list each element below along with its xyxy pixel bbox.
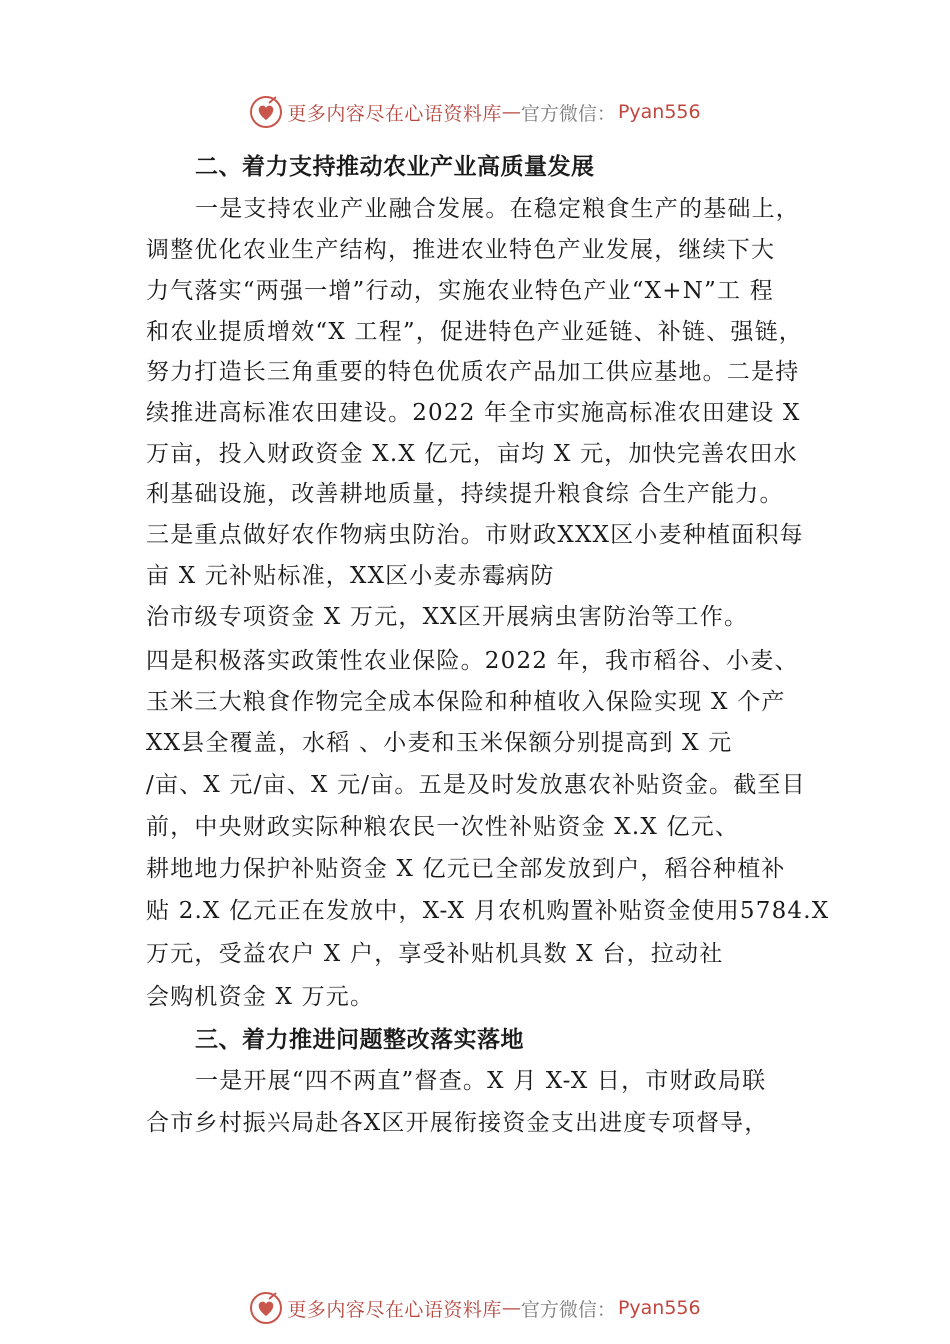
watermark-brand: 更多内容尽在心语资料库 <box>287 102 502 125</box>
paragraph-line: 耕地地力保护补贴资金 X 亿元已全部发放到户，稻谷种植补 <box>146 856 786 882</box>
paragraph-line: 万亩，投入财政资金 X.X 亿元，亩均 X 元，加快完善农田水 <box>146 441 798 467</box>
paragraph-line: 会购机资金 X 万元。 <box>146 984 375 1010</box>
watermark-dash: — <box>501 101 521 123</box>
paragraph-line: 和农业提质增效“X 工程”，促进特色产业延链、补链、强链， <box>146 319 804 345</box>
paragraph-line: XX县全覆盖，水稻 、小麦和玉米保额分别提高到 X 元 <box>146 730 733 756</box>
section-heading-2: 二、着力支持推动农业产业高质量发展 <box>195 154 595 180</box>
paragraph-line: 利基础设施，改善耕地质量，持续提升粮食综 合生产能力。 <box>146 481 784 507</box>
paragraph-line: 三是重点做好农作物病虫防治。市财政XXX区小麦种植面积每 <box>146 522 804 548</box>
paragraph-line: /亩、X 元/亩、X 元/亩。五是及时发放惠农补贴资金。截至目 <box>146 772 806 798</box>
paragraph-line: 四是积极落实政策性农业保险。2022 年，我市稻谷、小麦、 <box>146 648 799 674</box>
paragraph-line: 合市乡村振兴局赴各X区开展衔接资金支出进度专项督导， <box>146 1110 769 1136</box>
heart-logo-icon <box>249 95 283 129</box>
paragraph-line: 调整优化农业生产结构，推进农业特色产业发展，继续下大 <box>146 237 776 263</box>
watermark-official: 官方微信： <box>520 102 616 125</box>
paragraph-line: 贴 2.X 亿元正在发放中，X-X 月农机购置补贴资金使用5784.X <box>146 898 830 924</box>
watermark-official: 官方微信： <box>520 1298 616 1321</box>
watermark-brand: 更多内容尽在心语资料库 <box>287 1298 502 1321</box>
paragraph-line: 一是支持农业产业融合发展。在稳定粮食生产的基础上， <box>195 196 800 222</box>
paragraph-line: 治市级专项资金 X 万元，XX区开展病虫害防治等工作。 <box>146 604 749 630</box>
paragraph-line: 玉米三大粮食作物完全成本保险和种植收入保险实现 X 个产 <box>146 689 786 715</box>
paragraph-line: 力气落实“两强一增”行动，实施农业特色产业“X+N”工 程 <box>146 278 774 304</box>
paragraph-line: 前，中央财政实际种粮农民一次性补贴资金 X.X 亿元、 <box>146 814 740 840</box>
paragraph-line: 续推进高标准农田建设。2022 年全市实施高标准农田建设 X <box>146 400 801 426</box>
paragraph-line: 万元，受益农户 X 户，享受补贴机具数 X 台，拉动社 <box>146 941 724 967</box>
watermark-dash: — <box>501 1297 521 1319</box>
paragraph-line: 努力打造长三角重要的特色优质农产品加工供应基地。二是持 <box>146 359 800 385</box>
watermark-id: Pyan556 <box>617 101 701 123</box>
paragraph-line: 亩 X 元补贴标准，XX区小麦赤霉病防 <box>146 563 555 589</box>
section-heading-3: 三、着力推进问题整改落实落地 <box>195 1027 524 1053</box>
heart-logo-icon <box>249 1291 283 1325</box>
watermark-header <box>0 92 950 132</box>
watermark-id: Pyan556 <box>617 1297 701 1319</box>
watermark-footer <box>0 1288 950 1328</box>
paragraph-line: 一是开展“四不两直”督查。X 月 X-X 日，市财政局联 <box>195 1068 767 1094</box>
